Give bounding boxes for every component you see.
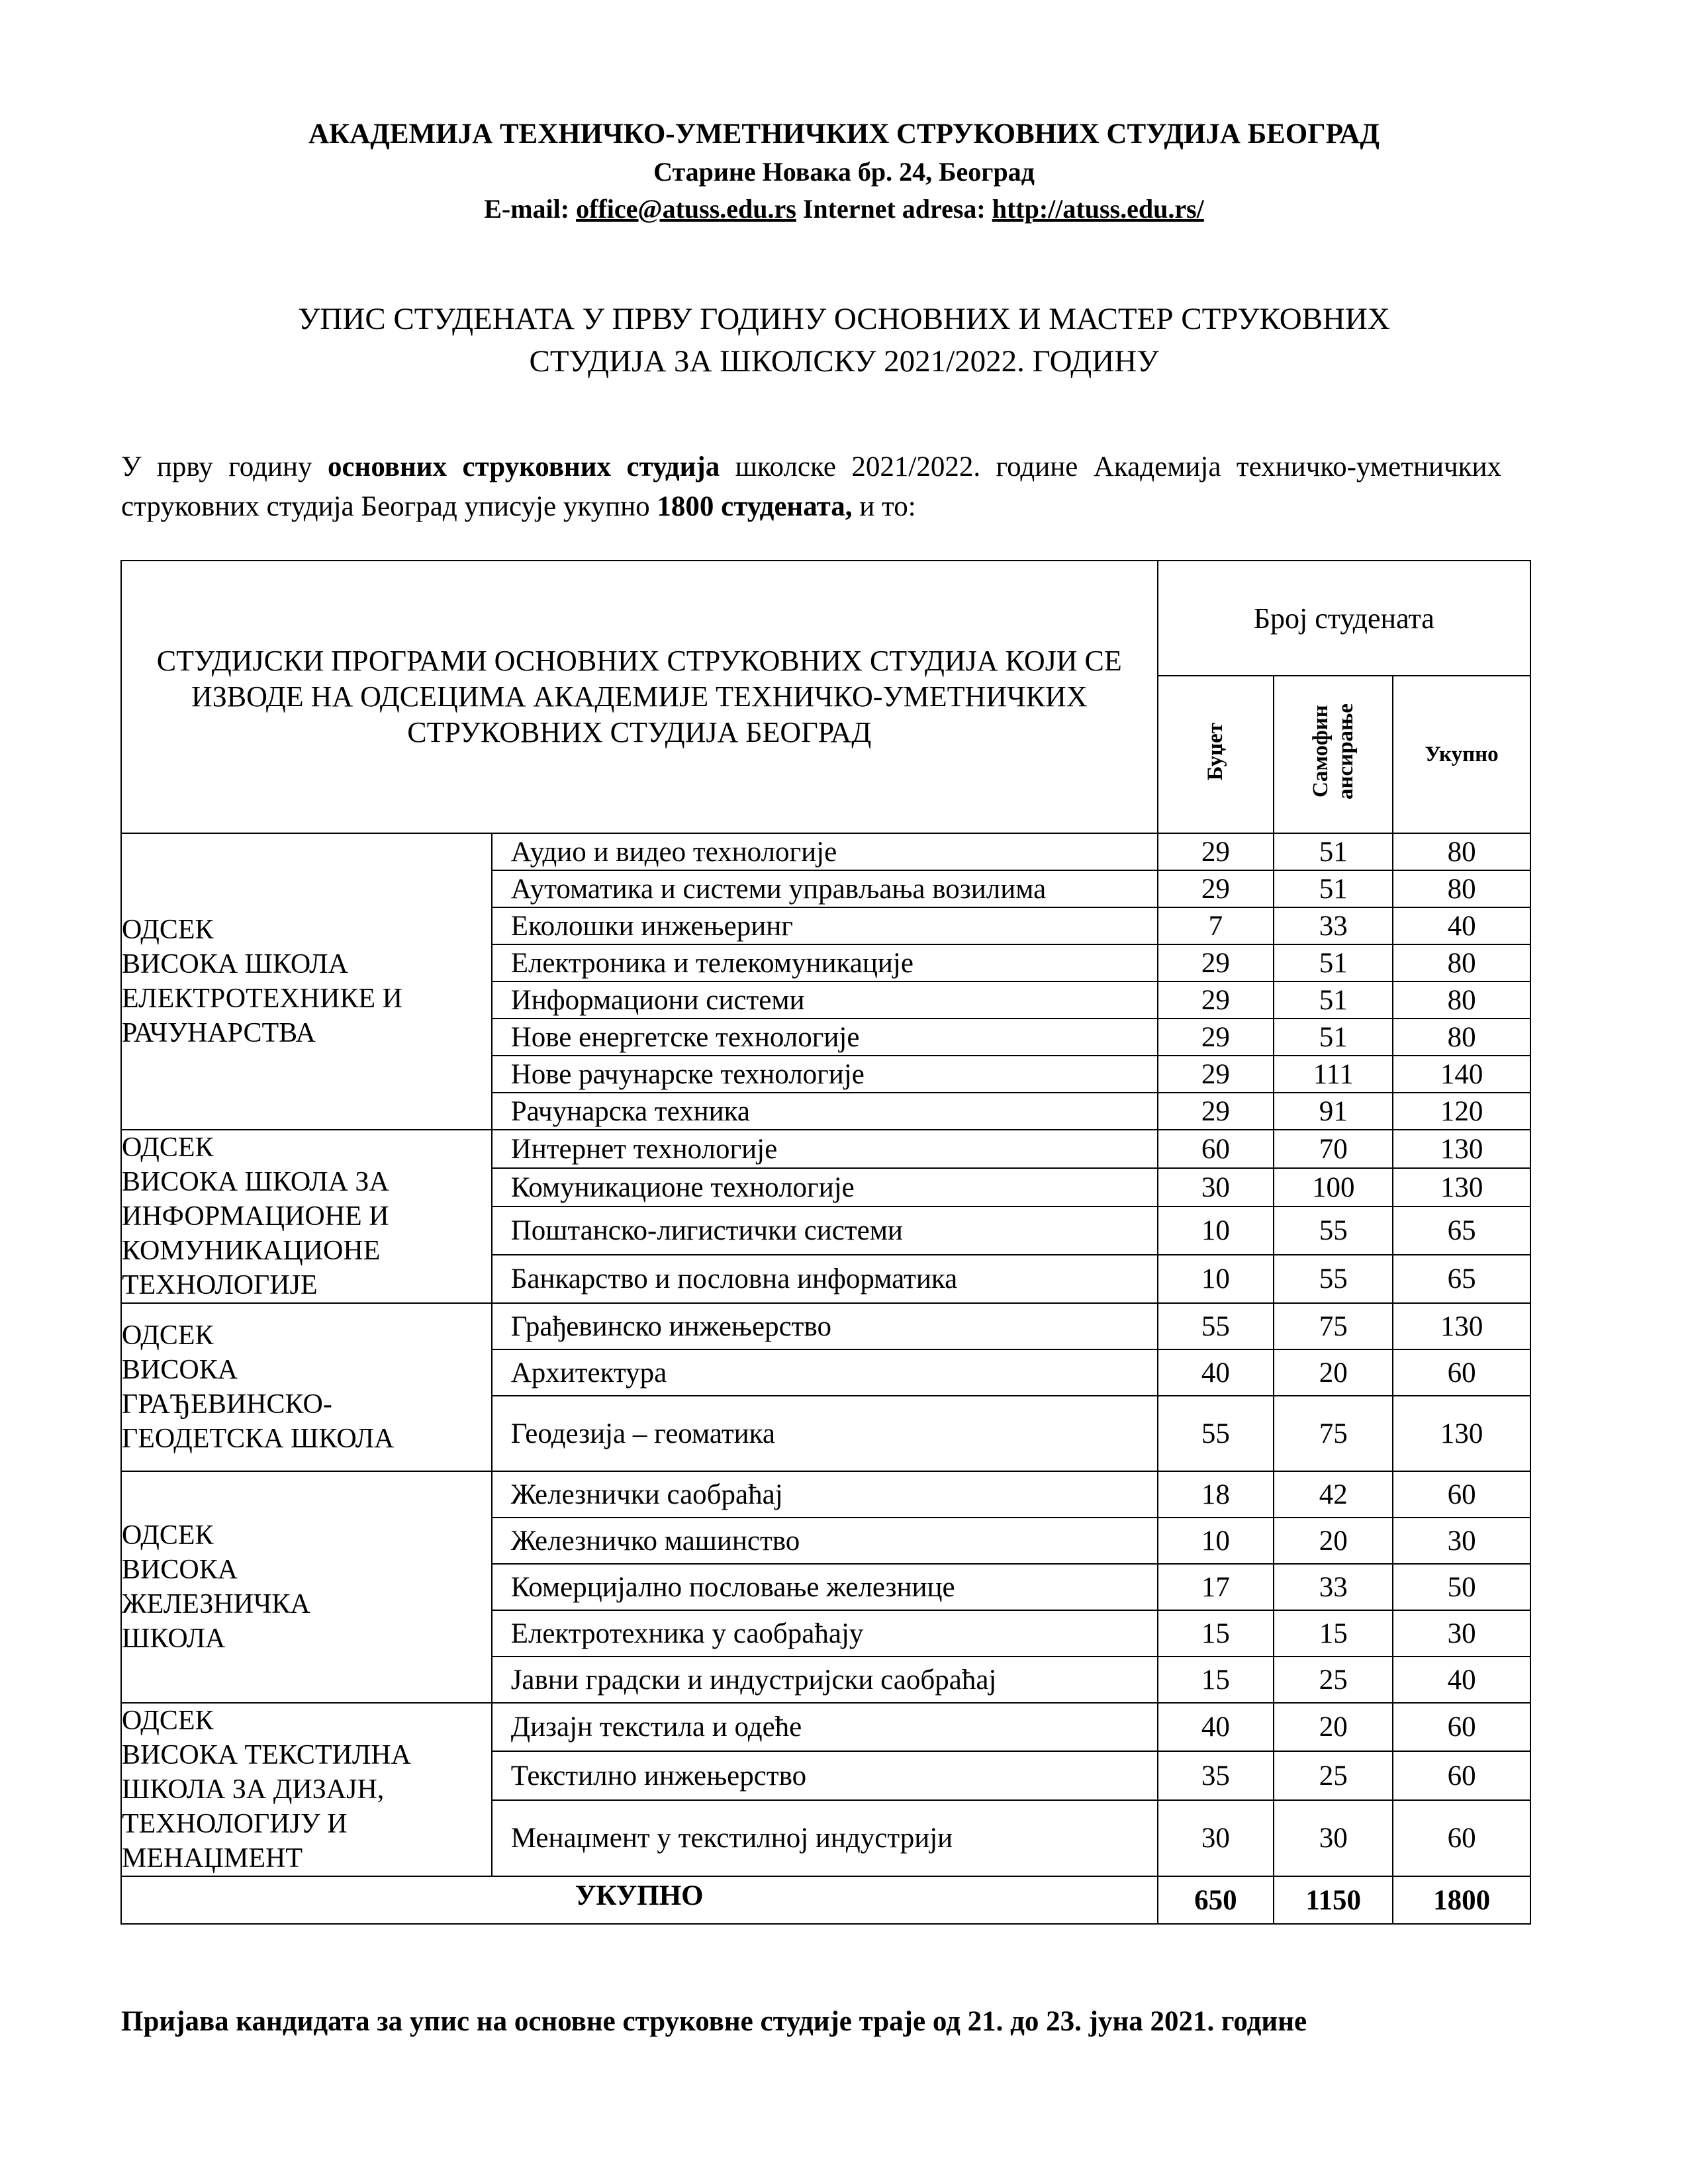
program-name: Комуникационе технологије xyxy=(492,1168,1158,1206)
program-name: Архитектура xyxy=(492,1349,1158,1396)
self-financed-count: 30 xyxy=(1274,1800,1393,1876)
budget-count: 55 xyxy=(1158,1303,1274,1349)
self-financed-count: 20 xyxy=(1274,1518,1393,1564)
self-financed-count: 20 xyxy=(1274,1349,1393,1396)
program-name: Нове енергетске технологије xyxy=(492,1019,1158,1056)
program-name: Текстилно инжењерство xyxy=(492,1751,1158,1799)
title-line-1: УПИС СТУДЕНАТА У ПРВУ ГОДИНУ ОСНОВНИХ И МАСТЕР СТРУКОВНИХ xyxy=(298,302,1390,336)
col-budget-label: Буџет xyxy=(1203,722,1228,781)
total-count: 130 xyxy=(1393,1396,1530,1471)
budget-count: 55 xyxy=(1158,1396,1274,1471)
department-name-line: ОДСЕК xyxy=(122,1706,214,1736)
total-count: 80 xyxy=(1393,944,1530,981)
total-count: 65 xyxy=(1393,1206,1530,1255)
budget-count: 29 xyxy=(1158,1093,1274,1130)
table-row xyxy=(121,1303,1530,1349)
self-financed-count: 111 xyxy=(1274,1056,1393,1093)
budget-count: 35 xyxy=(1158,1751,1274,1799)
total-count: 120 xyxy=(1393,1093,1530,1130)
self-financed-count: 51 xyxy=(1274,944,1393,981)
intro-bold-2: 1800 студената, xyxy=(657,491,853,522)
program-name: Железничко машинство xyxy=(492,1518,1158,1564)
total-count: 65 xyxy=(1393,1255,1530,1303)
department-name-line: ВИСОКА xyxy=(122,1355,238,1385)
intro-text-1: У прву годину xyxy=(121,451,328,482)
program-name: Аудио и видео технологије xyxy=(492,833,1158,870)
program-name: Дизајн текстила и одеће xyxy=(492,1703,1158,1751)
budget-count: 40 xyxy=(1158,1349,1274,1396)
total-self-financed: 1150 xyxy=(1274,1876,1393,1924)
self-financed-count: 51 xyxy=(1274,1019,1393,1056)
total-count: 40 xyxy=(1393,1657,1530,1703)
department-name-line: ОДСЕК xyxy=(122,1132,214,1163)
department-name-line: ВИСОКА ШКОЛА xyxy=(122,949,348,979)
total-count: 80 xyxy=(1393,981,1530,1019)
total-count: 60 xyxy=(1393,1471,1530,1518)
self-financed-count: 33 xyxy=(1274,1564,1393,1610)
total-count: 30 xyxy=(1393,1518,1530,1564)
count-header: Број студената xyxy=(1158,561,1530,676)
department-name-line: ОДСЕК xyxy=(122,915,214,945)
intro-paragraph xyxy=(121,447,1501,527)
total-count: 50 xyxy=(1393,1564,1530,1610)
self-financed-count: 15 xyxy=(1274,1610,1393,1657)
budget-count: 29 xyxy=(1158,870,1274,907)
self-financed-count: 75 xyxy=(1274,1303,1393,1349)
department-name-line: ГРАЂЕВИНСКО- xyxy=(122,1389,332,1420)
self-financed-count: 33 xyxy=(1274,907,1393,944)
budget-count: 7 xyxy=(1158,907,1274,944)
budget-count: 40 xyxy=(1158,1703,1274,1751)
col-budget-header xyxy=(1158,676,1274,833)
self-financed-count: 25 xyxy=(1274,1657,1393,1703)
self-financed-count: 75 xyxy=(1274,1396,1393,1471)
program-name: Интернет технологије xyxy=(492,1130,1158,1168)
total-count: 80 xyxy=(1393,1019,1530,1056)
budget-count: 29 xyxy=(1158,944,1274,981)
program-name: Комерцијално пословање железнице xyxy=(492,1564,1158,1610)
contact-line xyxy=(0,193,1688,224)
budget-count: 10 xyxy=(1158,1518,1274,1564)
program-name: Аутоматика и системи управљања возилима xyxy=(492,870,1158,907)
self-financed-count: 70 xyxy=(1274,1130,1393,1168)
budget-count: 30 xyxy=(1158,1168,1274,1206)
intro-text-2: школске 2021/2022. године Академија техничко-уметничких струковних студија Београд уписује укупно xyxy=(121,451,1501,522)
self-financed-count: 42 xyxy=(1274,1471,1393,1518)
col-self-label-1: Самофин xyxy=(1309,705,1333,798)
budget-count: 15 xyxy=(1158,1657,1274,1703)
table-row xyxy=(121,1703,1530,1751)
budget-count: 29 xyxy=(1158,1019,1274,1056)
department-name-line: ОДСЕК xyxy=(122,1520,214,1551)
institution-address: Старине Новака бр. 24, Београд xyxy=(653,157,1035,187)
col-self-label-2: ансирање xyxy=(1334,704,1358,799)
department-name-line: ИНФОРМАЦИОНЕ И xyxy=(122,1201,389,1232)
program-name: Нове рачунарске технологије xyxy=(492,1056,1158,1093)
budget-count: 10 xyxy=(1158,1206,1274,1255)
program-name: Поштанско-лигистички системи xyxy=(492,1206,1158,1255)
table-row xyxy=(121,1130,1530,1168)
col-self-label xyxy=(1308,704,1358,799)
intro-bold-1: основних струковних студија xyxy=(327,451,720,482)
budget-count: 29 xyxy=(1158,1056,1274,1093)
department-name-line: ВИСОКА xyxy=(122,1555,238,1585)
email-label: E-mail: xyxy=(484,194,570,224)
department-name-line: ЕЛЕКТРОТЕХНИКЕ И xyxy=(122,983,402,1014)
total-count: 30 xyxy=(1393,1610,1530,1657)
budget-count: 60 xyxy=(1158,1130,1274,1168)
department-name-line: ШКОЛА ЗА ДИЗАЈН, xyxy=(122,1774,385,1805)
program-name: Геодезија – геоматика xyxy=(492,1396,1158,1471)
budget-count: 29 xyxy=(1158,833,1274,870)
program-name: Рачунарска техника xyxy=(492,1093,1158,1130)
department-name-line: МЕНАЏМЕНТ xyxy=(122,1843,303,1874)
col-total-header: Укупно xyxy=(1393,676,1530,833)
department-name-line: ТЕХНОЛОГИЈЕ xyxy=(122,1270,318,1300)
program-name: Информациони системи xyxy=(492,981,1158,1019)
total-count: 80 xyxy=(1393,833,1530,870)
total-budget: 650 xyxy=(1158,1876,1274,1924)
self-financed-count: 20 xyxy=(1274,1703,1393,1751)
email-link[interactable]: office@atuss.edu.rs xyxy=(576,194,796,224)
program-name: Банкарство и пословна информатика xyxy=(492,1255,1158,1303)
program-name: Еколошки инжењеринг xyxy=(492,907,1158,944)
self-financed-count: 25 xyxy=(1274,1751,1393,1799)
budget-count: 17 xyxy=(1158,1564,1274,1610)
department-cell xyxy=(121,1471,492,1703)
total-count: 130 xyxy=(1393,1303,1530,1349)
department-name-line: КОМУНИКАЦИОНЕ xyxy=(122,1236,381,1266)
department-name-line: ЖЕЛЕЗНИЧКА xyxy=(122,1589,310,1619)
total-count: 60 xyxy=(1393,1703,1530,1751)
total-count: 60 xyxy=(1393,1349,1530,1396)
budget-count: 29 xyxy=(1158,981,1274,1019)
website-link[interactable]: http://atuss.edu.rs/ xyxy=(992,194,1204,224)
department-name-line: ВИСОКА ТЕКСТИЛНА xyxy=(122,1740,411,1770)
department-cell xyxy=(121,1703,492,1876)
enrollment-table xyxy=(120,560,1531,1925)
program-name: Грађевинско инжењерство xyxy=(492,1303,1158,1349)
internet-label: Internet adresa: xyxy=(802,194,986,224)
total-count: 130 xyxy=(1393,1168,1530,1206)
budget-count: 18 xyxy=(1158,1471,1274,1518)
col-self-header xyxy=(1274,676,1393,833)
enrollment-table-body xyxy=(121,561,1530,1924)
department-name-line: ГЕОДЕТСКА ШКОЛА xyxy=(122,1424,395,1454)
table-row xyxy=(121,1471,1530,1518)
title-line-2: СТУДИЈА ЗА ШКОЛСКУ 2021/2022. ГОДИНУ xyxy=(529,344,1159,379)
total-count: 80 xyxy=(1393,870,1530,907)
department-name-line: РАЧУНАРСТВА xyxy=(122,1018,316,1048)
department-name-line: ВИСОКА ШКОЛА ЗА xyxy=(122,1167,389,1197)
department-cell xyxy=(121,833,492,1130)
total-count: 60 xyxy=(1393,1751,1530,1799)
total-row xyxy=(121,1876,1530,1924)
budget-count: 10 xyxy=(1158,1255,1274,1303)
self-financed-count: 51 xyxy=(1274,833,1393,870)
total-label: УКУПНО xyxy=(121,1876,1158,1924)
table-row xyxy=(121,833,1530,870)
program-name: Јавни градски и индустријски саобраћај xyxy=(492,1657,1158,1703)
department-cell xyxy=(121,1130,492,1303)
self-financed-count: 100 xyxy=(1274,1168,1393,1206)
budget-count: 15 xyxy=(1158,1610,1274,1657)
program-name: Железнички саобраћај xyxy=(492,1471,1158,1518)
total-count: 60 xyxy=(1393,1800,1530,1876)
total-count: 40 xyxy=(1393,907,1530,944)
self-financed-count: 51 xyxy=(1274,981,1393,1019)
budget-count: 30 xyxy=(1158,1800,1274,1876)
department-name-line: ТЕХНОЛОГИЈУ И xyxy=(122,1809,348,1839)
department-name-line: ОДСЕК xyxy=(122,1320,214,1351)
application-deadline: Пријава кандидата за упис на основне струковне студије траје од 21. до 23. јуна 2021. године xyxy=(121,2006,1307,2037)
total-count: 130 xyxy=(1393,1130,1530,1168)
self-financed-count: 55 xyxy=(1274,1255,1393,1303)
program-name: Електротехника у саобраћају xyxy=(492,1610,1158,1657)
self-financed-count: 51 xyxy=(1274,870,1393,907)
department-name-line: ШКОЛА xyxy=(122,1623,226,1654)
table-header-row xyxy=(121,561,1530,676)
document-title xyxy=(0,298,1688,383)
program-name: Електроника и телекомуникације xyxy=(492,944,1158,981)
department-cell xyxy=(121,1303,492,1471)
institution-name: АКАДЕМИЈА ТЕХНИЧКО-УМЕТНИЧКИХ СТРУКОВНИХ СТУДИЈА БЕОГРАД xyxy=(308,118,1380,150)
intro-text-3: и то: xyxy=(852,491,916,522)
program-name: Менаџмент у текстилној индустрији xyxy=(492,1800,1158,1876)
self-financed-count: 91 xyxy=(1274,1093,1393,1130)
self-financed-count: 55 xyxy=(1274,1206,1393,1255)
table-heading: СТУДИЈСКИ ПРОГРАМИ ОСНОВНИХ СТРУКОВНИХ СТУДИЈА КОЈИ СЕ ИЗВОДЕ НА ОДСЕЦИМА АКАДЕМИЈЕ ТЕХНИЧКО-УМЕТНИЧКИХ СТРУКОВНИХ СТУДИЈА БЕОГРАД xyxy=(121,561,1158,833)
total-count: 140 xyxy=(1393,1056,1530,1093)
total-all: 1800 xyxy=(1393,1876,1530,1924)
